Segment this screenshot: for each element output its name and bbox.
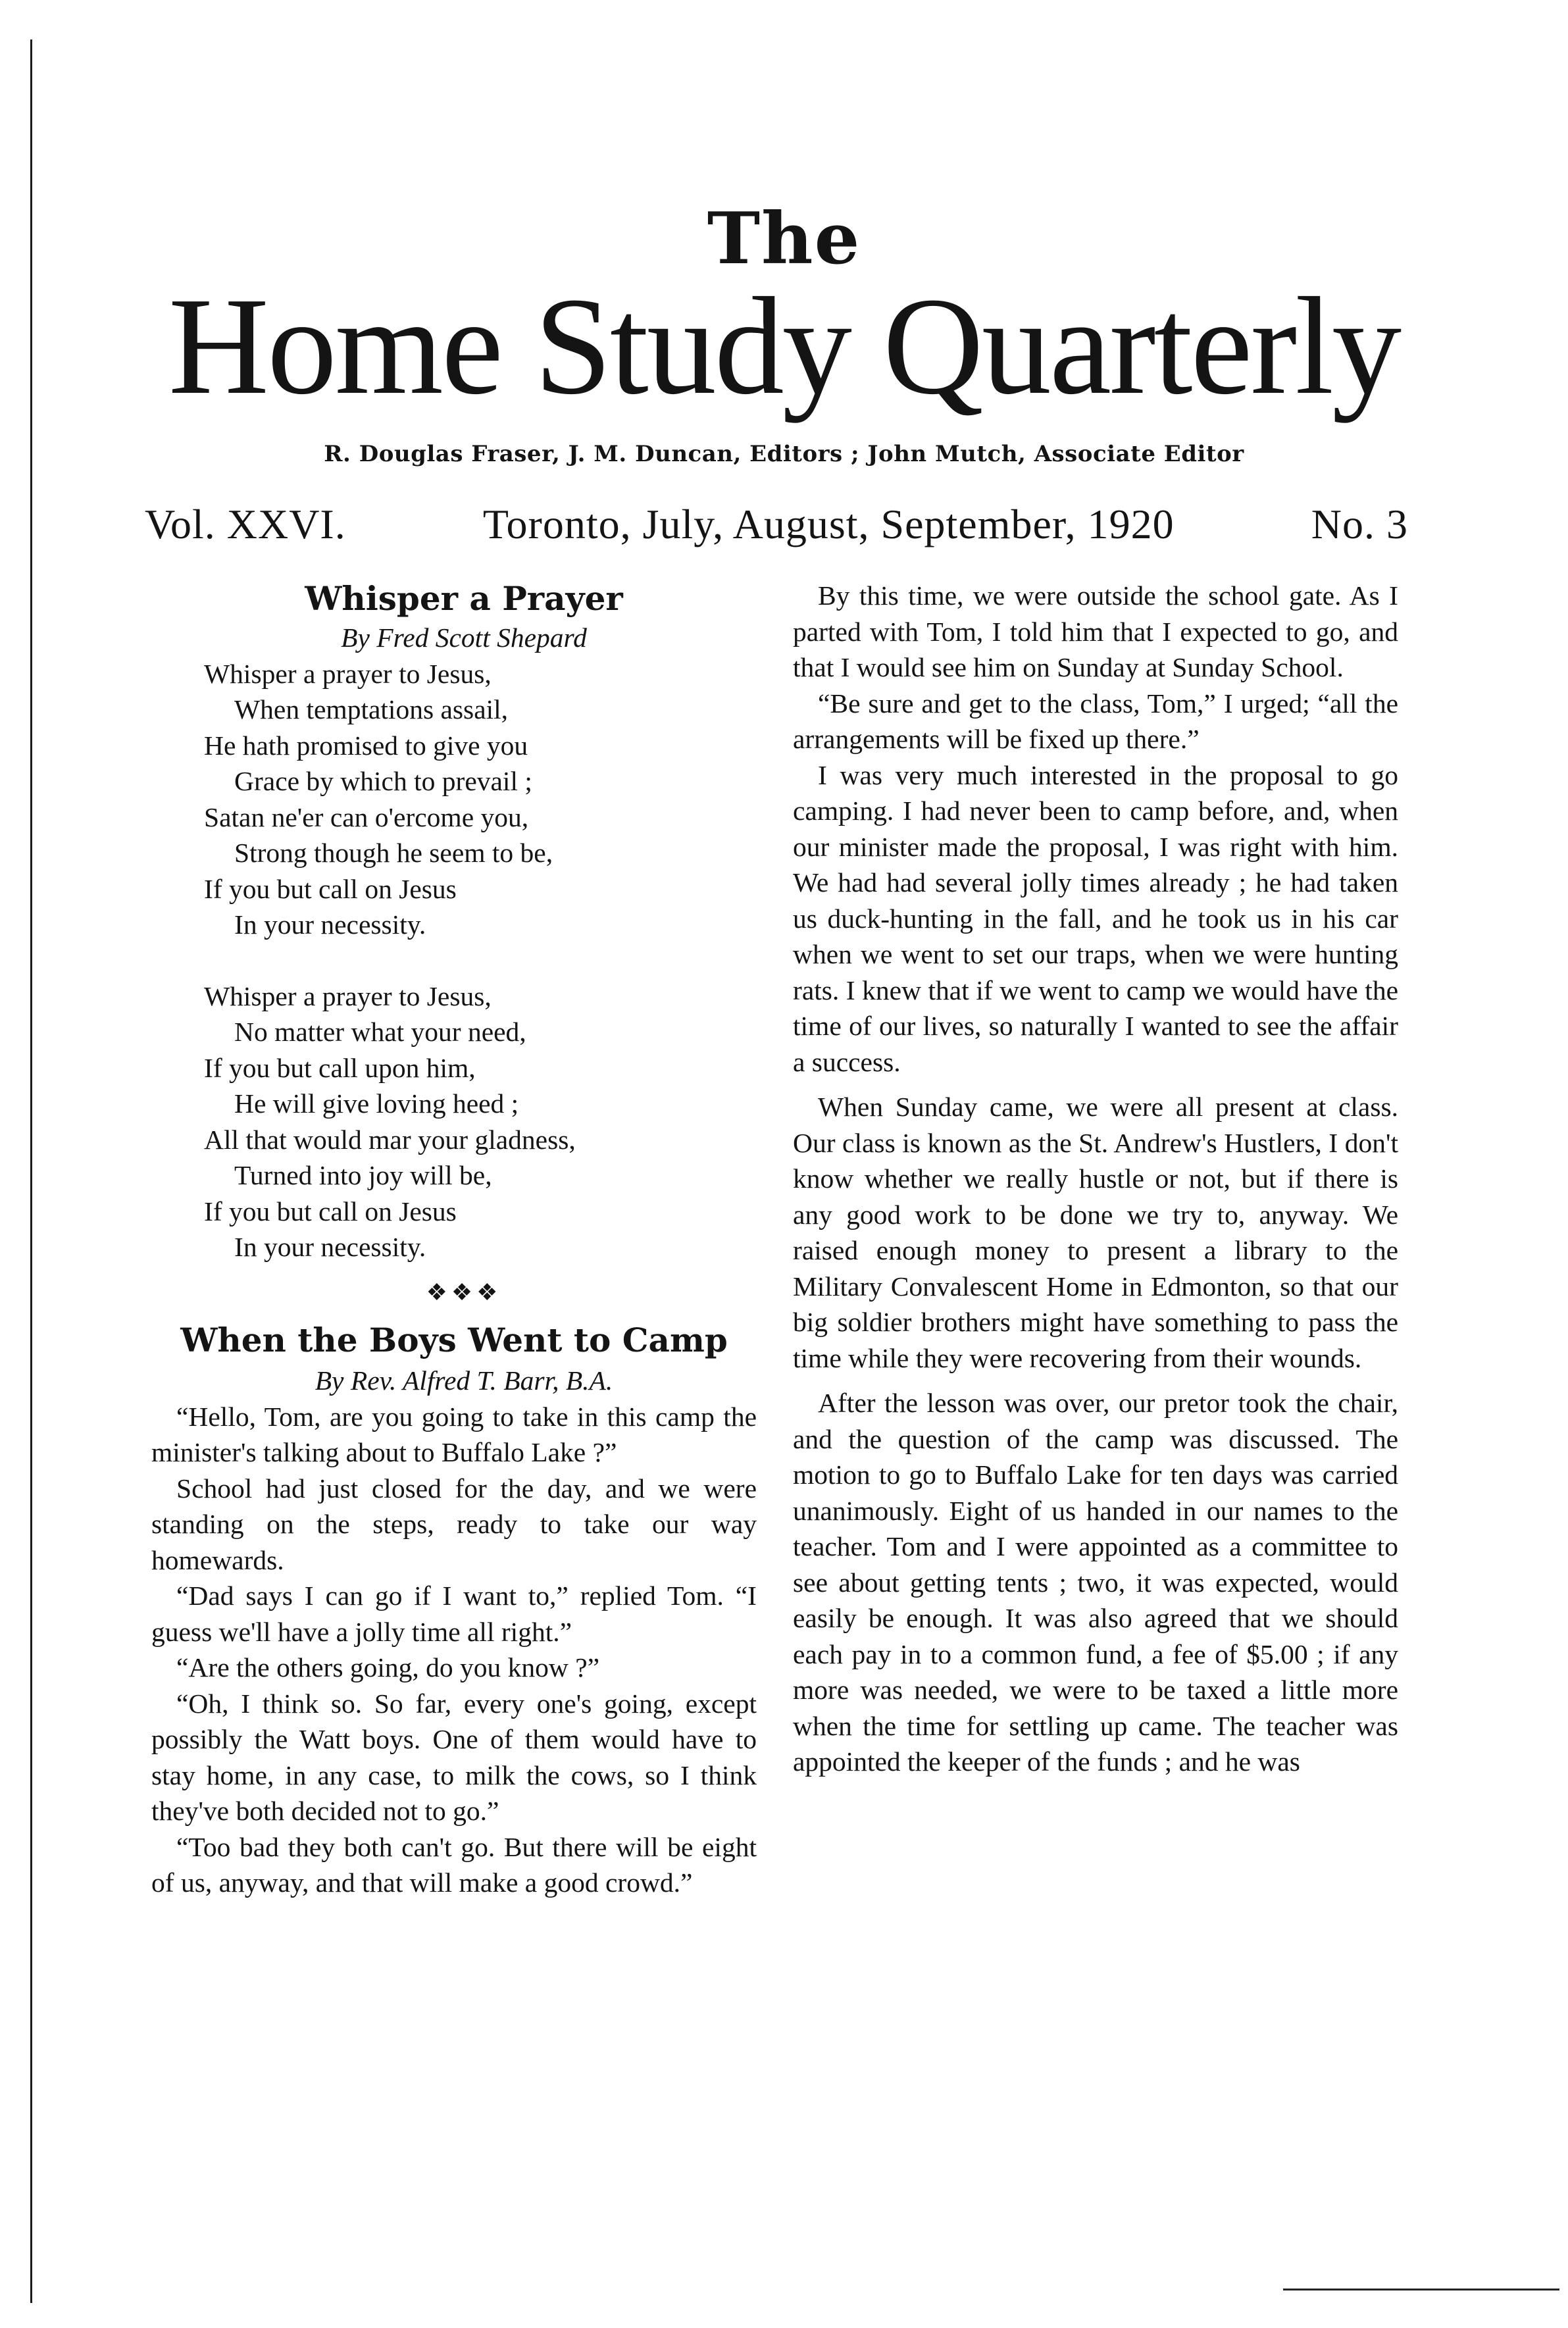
article-paragraph: “Dad says I can go if I want to,” replied Tom. “I guess we'll have a jolly time all right.” xyxy=(151,1581,757,1647)
masthead-title: Home Study Quarterly xyxy=(168,268,1400,423)
bottom-rule xyxy=(1283,2289,1559,2290)
poem-line: Satan ne'er can o'ercome you, xyxy=(204,801,529,832)
article-byline: By Rev. Alfred T. Barr, B.A. xyxy=(315,1365,613,1396)
article-paragraph: “Hello, Tom, are you going to take in this camp the minister's talking about to Buffalo Lake ?” xyxy=(151,1401,757,1467)
article-paragraph: “Be sure and get to the class, Tom,” I urged; “all the arrangements will be fixed up there.” xyxy=(793,688,1398,754)
place-date: Toronto, July, August, September, 1920 xyxy=(482,501,1175,547)
poem-line: Whisper a prayer to Jesus, xyxy=(204,658,492,689)
article-title: When the Boys Went to Camp xyxy=(180,1321,728,1359)
poem-line: He hath promised to give you xyxy=(204,730,528,761)
poem-line: Whisper a prayer to Jesus, xyxy=(204,980,492,1011)
article-paragraph: “Oh, I think so. So far, every one's going, except possibly the Watt boys. One of them would have to stay home, in any case, to milk the cows, so I think they've both decided not to go.” xyxy=(151,1688,757,1826)
poem-byline: By Fred Scott Shepard xyxy=(341,622,587,653)
volume: Vol. XXVI. xyxy=(145,501,346,547)
poem-stanza xyxy=(204,656,757,943)
poem-line: He will give loving heed ; xyxy=(234,1088,519,1119)
issue-line xyxy=(145,500,1408,559)
left-column xyxy=(151,578,757,1901)
poem-line: All that would mar your gladness, xyxy=(204,1124,576,1155)
article-paragraph: “Too bad they both can't go. But there will be eight of us, anyway, and that will make a good crowd.” xyxy=(151,1831,757,1898)
article-paragraph: “Are the others going, do you know ?” xyxy=(176,1652,600,1683)
editors-line: R. Douglas Fraser, J. M. Duncan, Editors ; John Mutch, Associate Editor xyxy=(324,441,1244,467)
poem-line: Grace by which to prevail ; xyxy=(234,766,532,796)
poem-line: In your necessity. xyxy=(234,909,426,940)
poem-line: Strong though he seem to be, xyxy=(234,838,553,868)
poem-stanza xyxy=(204,978,757,1265)
poem-title: Whisper a Prayer xyxy=(305,579,623,618)
poem-line: If you but call upon him, xyxy=(204,1052,476,1083)
poem-line: When temptations assail, xyxy=(234,694,509,724)
right-column xyxy=(793,578,1398,1780)
article-paragraph: When Sunday came, we were all present at class. Our class is known as the St. Andrew's Hustlers, I don't know whether we really hustle or not, but if there is any good work to be done we try to, anyway. We raised enough money to present a library to the Military Convalescent Home in Edmonton, so that our big soldier brothers might have something to pass the time while they were recovering from their wounds. xyxy=(793,1092,1398,1373)
article-paragraph: I was very much interested in the proposal to go camping. I had never been to camp before, and, when our minister made the proposal, I was right with him. We had had several jolly times already ; he had taken us duck-hunting in the fall, and he took us in his car when we went to set our traps, when we were hunting rats. I knew that if we went to camp we would have the time of our lives, so naturally I wanted to see the affair a success. xyxy=(793,759,1398,1077)
ornament-divider: ❖❖❖ xyxy=(426,1278,502,1305)
poem-line: In your necessity. xyxy=(234,1232,426,1262)
poem-line: If you but call on Jesus xyxy=(204,873,457,904)
poem-line: Turned into joy will be, xyxy=(234,1160,492,1190)
article-paragraph: School had just closed for the day, and we were standing on the steps, ready to take our way homewards. xyxy=(151,1473,757,1575)
issue-number: No. 3 xyxy=(1311,501,1408,547)
poem-line: If you but call on Jesus xyxy=(204,1196,457,1227)
poem-line: No matter what your need, xyxy=(234,1017,526,1047)
article-paragraph: After the lesson was over, our pretor took the chair, and the question of the camp was discussed. The motion to go to Buffalo Lake for ten days was carried unanimously. Eight of us handed in our names to the teacher. Tom and I were appointed as a committee to see about getting tents ; two, it was expected, would easily be enough. It was also agreed that we should each pay in to a common fund, a fee of $5.00 ; if any more was needed, we were to be taxed a little more when the time for settling up came. The teacher was appointed the keeper of the funds ; and he was xyxy=(793,1388,1398,1777)
masthead-the: The xyxy=(707,197,861,280)
article-paragraph: By this time, we were outside the school gate. As I parted with Tom, I told him that I expected to go, and that I would see him on Sunday at Sunday School. xyxy=(793,580,1398,682)
